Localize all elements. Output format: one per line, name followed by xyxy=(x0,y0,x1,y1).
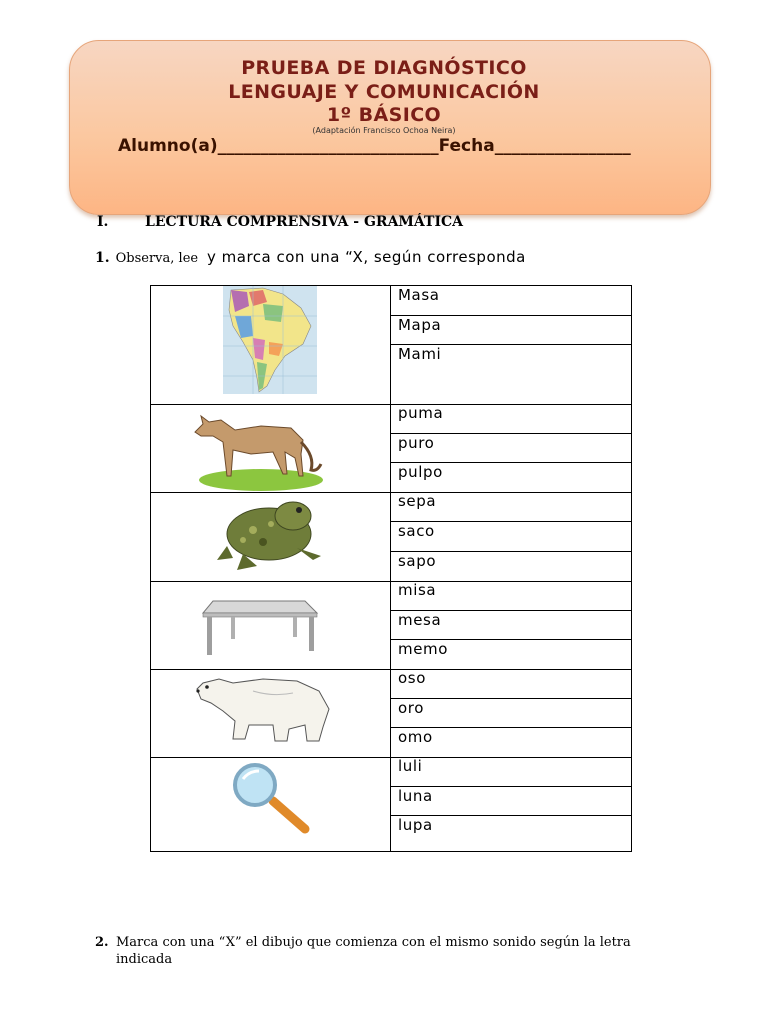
word-option[interactable]: oro xyxy=(391,698,631,727)
item-group-magnifying-glass xyxy=(151,757,631,851)
student-date-line: Alumno(a)__________________________Fecha________________ xyxy=(118,136,631,156)
word-option[interactable]: Mapa xyxy=(391,315,631,344)
word-option[interactable]: pulpo xyxy=(391,462,631,492)
item-group-puma xyxy=(151,404,631,492)
question-2-number: 2. xyxy=(95,935,109,950)
magnifying-glass-icon xyxy=(229,763,315,835)
question-1-text-b: y marca con una “X, según corresponda xyxy=(207,248,526,266)
section-title: LECTURA COMPRENSIVA - GRAMÁTICA xyxy=(145,214,463,230)
word-option[interactable]: sapo xyxy=(391,551,631,581)
word-option[interactable]: omo xyxy=(391,727,631,757)
polar-bear-icon xyxy=(193,671,333,743)
item-group-toad xyxy=(151,492,631,581)
question-2 xyxy=(95,934,695,968)
question-1-text-a: Observa, lee xyxy=(115,251,199,266)
word-option[interactable]: memo xyxy=(391,639,631,669)
south-america-map-icon xyxy=(223,286,317,394)
answer-table xyxy=(150,285,632,852)
grade-title: 1º BÁSICO xyxy=(326,104,442,126)
word-option[interactable]: puma xyxy=(398,404,444,422)
puma-icon xyxy=(191,406,325,492)
question-2-text-line1: Marca con una “X” el dibujo que comienza con el mismo sonido según la letra xyxy=(116,935,631,950)
question-1-number: 1. xyxy=(95,250,110,266)
item-group-table xyxy=(151,581,631,669)
word-option[interactable]: saco xyxy=(391,521,631,551)
word-option[interactable]: oso xyxy=(398,669,426,687)
word-option[interactable]: misa xyxy=(398,581,437,599)
word-option[interactable]: luna xyxy=(391,786,631,815)
word-option[interactable]: Masa xyxy=(398,286,440,304)
question-2-text-line2: indicada xyxy=(116,952,173,967)
word-option[interactable]: luli xyxy=(398,757,423,775)
item-group-map xyxy=(151,286,631,404)
word-option[interactable]: Mami xyxy=(391,344,631,404)
adaptation-credit: (Adaptación Francisco Ochoa Neira) xyxy=(312,126,456,135)
toad-icon xyxy=(213,494,325,572)
section-number: I. xyxy=(97,214,109,230)
question-1 xyxy=(95,248,526,266)
word-option[interactable]: sepa xyxy=(398,492,437,510)
word-option[interactable]: lupa xyxy=(391,815,631,851)
item-group-polar-bear xyxy=(151,669,631,757)
section-heading xyxy=(97,214,463,230)
test-title: PRUEBA DE DIAGNÓSTICO xyxy=(241,57,527,79)
word-option[interactable]: puro xyxy=(391,433,631,462)
subject-title: LENGUAJE Y COMUNICACIÓN xyxy=(228,81,540,103)
word-option[interactable]: mesa xyxy=(391,610,631,639)
table-icon xyxy=(201,593,321,657)
